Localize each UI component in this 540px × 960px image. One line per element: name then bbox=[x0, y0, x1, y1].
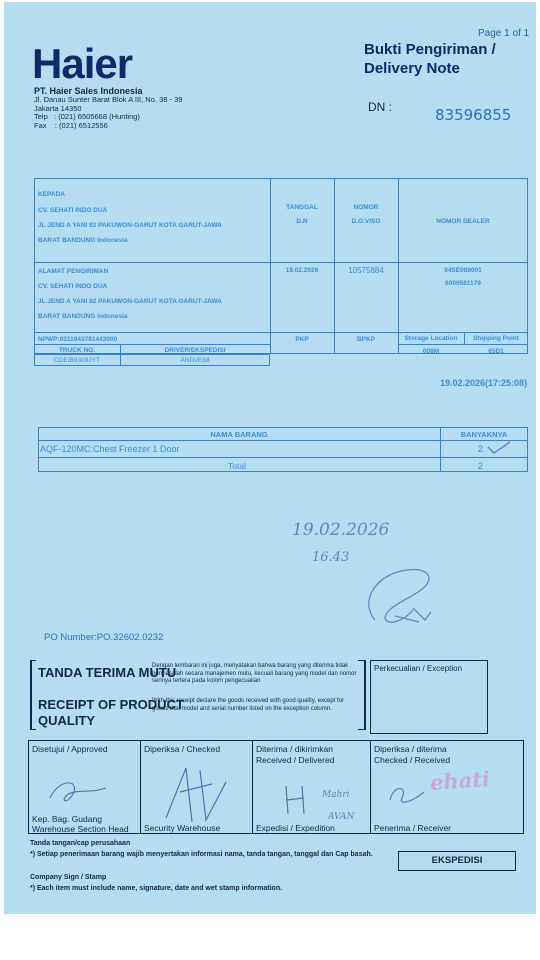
divider bbox=[34, 344, 270, 345]
print-timestamp: 19.02.2026(17:25:08) bbox=[440, 378, 528, 388]
divider bbox=[38, 440, 528, 441]
divider bbox=[34, 332, 528, 333]
driver-value: ANDI/E88 bbox=[180, 357, 210, 364]
receipt-title-id: TANDA TERIMA MUTU bbox=[38, 665, 177, 680]
bpkp-label: BPKP bbox=[356, 336, 376, 343]
bracket-top bbox=[30, 660, 36, 661]
company-address bbox=[34, 96, 182, 130]
fax-label: Fax bbox=[34, 120, 47, 130]
receipt-title-en-1: RECEIPT OF PRODUCT bbox=[38, 697, 184, 712]
delivered-handwritten-name-2: AVAN bbox=[328, 812, 355, 822]
divider bbox=[34, 262, 528, 263]
npwp: NPWP:0311943781443000 bbox=[38, 336, 118, 343]
footer-line-3: Company Sign / Stamp bbox=[30, 874, 107, 881]
company-stamp: ehati bbox=[429, 765, 491, 796]
divider bbox=[38, 457, 528, 458]
checked-signature-icon bbox=[156, 762, 236, 826]
received-check-label-1: Diperiksa / diterima bbox=[374, 744, 447, 754]
receipt-title-en-2: QUALITY bbox=[38, 713, 96, 728]
divider bbox=[140, 740, 141, 834]
receiver-bottom-label: Penerima / Receiver bbox=[374, 823, 452, 833]
approved-label: Disetujui / Approved bbox=[32, 744, 108, 754]
dn-number: 83596855 bbox=[435, 106, 512, 124]
divider bbox=[398, 344, 528, 345]
kepada-label: KEPADA bbox=[38, 191, 65, 198]
title-line-1: Bukti Pengiriman / bbox=[364, 41, 496, 58]
tanggal-label: TANGGAL bbox=[286, 204, 318, 211]
handwritten-date: 19.02.2026 bbox=[292, 520, 390, 540]
address-line: Jakarta 14350 bbox=[34, 103, 82, 113]
pkp-label: PKP bbox=[295, 336, 309, 343]
document-title bbox=[364, 40, 496, 78]
driver-label: DRIVER/EKSPEDISI bbox=[164, 347, 226, 354]
dealer-number-1: 04SE088001 bbox=[444, 267, 482, 274]
nomor-sub: D.O.V/SO bbox=[351, 218, 381, 225]
bracket-bottom bbox=[358, 729, 364, 730]
footer-line-2: *) Setiap penerimaan barang wajib menyertakan informasi nama, tanda tangan, tanggal dan Cap basah. bbox=[30, 851, 373, 858]
footer-line-4: *) Each item must include name, signature, date and wet stamp information. bbox=[30, 885, 283, 892]
item-qty: 2 bbox=[478, 444, 484, 454]
recipient-address-2: BARAT BANDUNG Indonesia bbox=[38, 237, 128, 244]
check-mark-icon bbox=[486, 440, 512, 456]
date-value: 19.02.2026 bbox=[285, 267, 319, 274]
storage-location-value: 008M bbox=[422, 348, 440, 355]
approved-bottom-label bbox=[32, 814, 129, 834]
dealer-number-2: 6000581179 bbox=[445, 280, 481, 287]
fax-value: : (021) 6512556 bbox=[54, 120, 108, 130]
receipt-text-en: With this receipt declare the goods received with good quality, except for goods that model and serial number listed on the exception column. bbox=[152, 698, 344, 712]
tanggal-sub: D.N bbox=[296, 218, 308, 225]
footer-line-1: Tanda tangan/cap perusahaan bbox=[30, 840, 131, 847]
total-label: Total bbox=[228, 461, 246, 471]
po-number: PO Number:PO.32602.0232 bbox=[44, 632, 164, 643]
recipient-name: CV. SEHATI INDO DUA bbox=[38, 207, 108, 214]
order-number: 10575884 bbox=[348, 266, 384, 275]
total-value: 2 bbox=[478, 461, 484, 471]
delivered-label-1: Diterima / dikirimkan bbox=[256, 744, 333, 754]
shipping-point-label: Shipping Point bbox=[473, 335, 519, 342]
item-name: AQF-120MC:Chest Freezer 1 Door bbox=[40, 444, 180, 454]
ekspedisi-label: EKSPEDISI bbox=[431, 855, 483, 866]
divider bbox=[398, 178, 399, 354]
address-line: Jl. Danau Sunter Barat Blok A III, No. 38 - 39 bbox=[34, 95, 183, 104]
divider bbox=[370, 740, 371, 834]
exception-label: Perkecualian / Exception bbox=[374, 664, 463, 673]
checked-label: Diperiksa / Checked bbox=[144, 744, 221, 754]
title-line-2: Delivery Note bbox=[364, 60, 460, 77]
bracket-bottom bbox=[30, 729, 36, 730]
handwritten-signature-icon bbox=[355, 562, 445, 630]
received-check-label bbox=[374, 744, 450, 766]
company-name: PT. Haier Sales Indonesia bbox=[34, 86, 143, 96]
receiver-signature-icon bbox=[386, 780, 430, 808]
handwritten-time: 16.43 bbox=[312, 550, 350, 565]
checked-bottom-label: Security Warehouse bbox=[144, 823, 221, 833]
ship-name: CV. SEHATI INDO DUA bbox=[38, 283, 108, 290]
bracket-top bbox=[358, 660, 364, 661]
item-name-header: NAMA BARANG bbox=[210, 430, 268, 439]
telp-label: Telp bbox=[34, 112, 48, 122]
delivered-label-2: Received / Delivered bbox=[256, 755, 335, 765]
shipping-point-value: 65D1 bbox=[488, 348, 504, 355]
ship-address-2: BARAT BANDUNG Indonesia bbox=[38, 313, 128, 320]
recipient-address-1: JL JEND A YANI 92 PAKUWON-GARUT KOTA GARUT-JAWA bbox=[38, 222, 222, 229]
fax-line bbox=[34, 122, 182, 131]
telp-value: : (021) 6505668 (Hunting) bbox=[54, 112, 140, 122]
divider bbox=[252, 740, 253, 834]
ship-address-1: JL JEND A YANI 92 PAKUWON-GARUT KOTA GARUT-JAWA bbox=[38, 298, 222, 305]
nomor-label: NOMOR bbox=[353, 204, 379, 211]
approved-bottom-1: Kep. Bag. Gudang bbox=[32, 814, 102, 824]
page-indicator: Page 1 of 1 bbox=[478, 28, 530, 39]
storage-location-label: Storage Location bbox=[404, 335, 458, 342]
truck-value: CDE/B9309JYT bbox=[54, 357, 100, 364]
received-check-label-2: Checked / Received bbox=[374, 755, 451, 765]
item-qty-header: BANYAKNYA bbox=[460, 430, 508, 439]
bracket-right bbox=[364, 660, 366, 730]
delivered-label bbox=[256, 744, 334, 766]
truck-label: TRUCK NO. bbox=[58, 347, 96, 354]
haier-logo: Haier bbox=[32, 40, 133, 87]
bracket-left bbox=[30, 660, 32, 730]
dealer-label: NOMOR DEALER bbox=[436, 218, 490, 225]
delivered-bottom-label: Expedisi / Expedition bbox=[256, 823, 335, 833]
dn-label: DN : bbox=[368, 100, 392, 114]
shipping-address-label: ALAMAT PENGIRIMAN bbox=[38, 268, 109, 275]
approved-signature-icon bbox=[44, 774, 114, 810]
approved-bottom-2: Warehouse Section Head bbox=[32, 824, 129, 834]
receipt-text-id: Dengan lembaran ini juga, menyatakan bahwa barang yang diterima tidak bermasalah secara manajemen mutu, kecuali barang yang model dan nomor serinya tertera pada kolom pengecualian bbox=[152, 663, 357, 684]
delivered-handwritten-name: Mahri bbox=[322, 790, 350, 800]
